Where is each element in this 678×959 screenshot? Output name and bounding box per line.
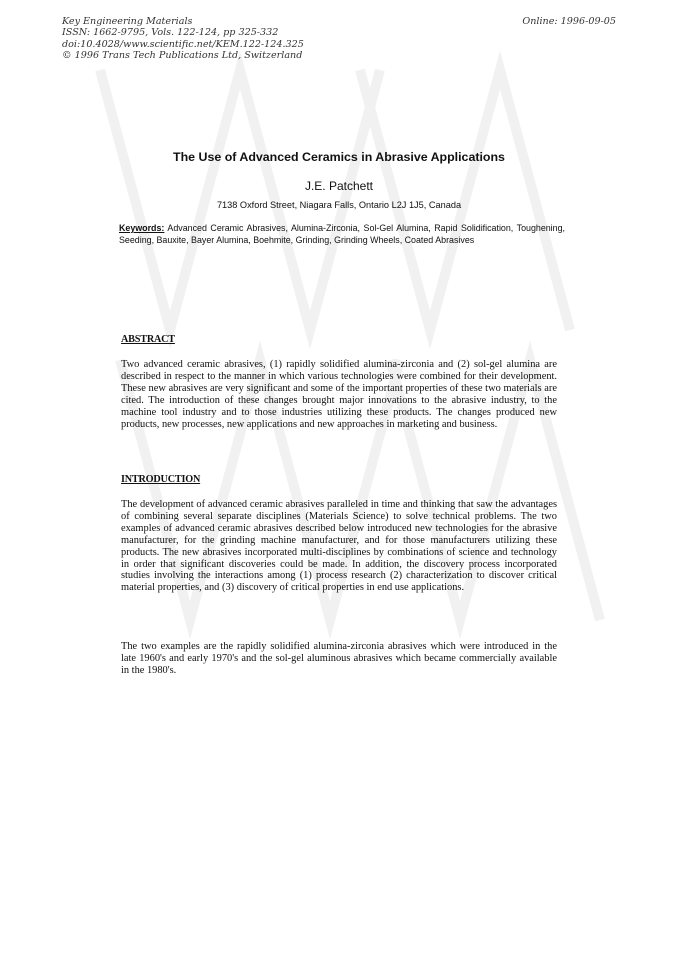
journal-header xyxy=(62,16,304,62)
copyright-line: © 1996 Trans Tech Publications Ltd, Switzerland xyxy=(62,50,303,62)
online-date: Online: 1996-09-05 xyxy=(522,16,616,27)
author-affiliation: 7138 Oxford Street, Niagara Falls, Ontario L2J 1J5, Canada xyxy=(216,200,462,210)
keywords-block xyxy=(119,223,565,247)
paper-title: The Use of Advanced Ceramics in Abrasive Applications xyxy=(173,150,505,164)
introduction-paragraph-1: The development of advanced ceramic abrasives paralleled in time and thinking that saw the advantages of combining several separate disciplines (Materials Science) to solve technical problems. The two examples of advanced ceramic abrasives described below introduced new technologies for the abrasive manufacturer, for the grinding machine manufacturer, and for those manufacturers utilizing these products. The new abrasives incorporated multi-disciplines by combinations of science and technology in order that significant discoveries could be made. In addition, the discovery process incorporated studies involving the interactions among (1) process research (2) characterization to discover critical material properties, and (3) discovery of critical properties in end use applications. xyxy=(121,499,557,594)
journal-name: Key Engineering Materials xyxy=(62,16,193,27)
abstract-heading: ABSTRACT xyxy=(121,334,175,345)
introduction-heading: INTRODUCTION xyxy=(121,474,201,485)
abstract-paragraph: Two advanced ceramic abrasives, (1) rapidly solidified alumina-zirconia and (2) sol-gel alumina are described in respect to the manner in which various technologies were combined for their development. These new abrasives are very significant and some of the important properties of these two materials are cited. The introduction of these changes brought major innovations to the abrasive industry, to the machine tool industry and to those industries utilizing these products. The changes produced new products, new processes, new applications and new approaches in marketing and business. xyxy=(121,359,557,430)
keywords-label: Keywords: xyxy=(119,223,165,233)
doi-line[interactable]: doi:10.4028/www.scientific.net/KEM.122-124.325 xyxy=(62,38,304,50)
introduction-paragraph-2: The two examples are the rapidly solidified alumina-zirconia abrasives which were introduced in the late 1960's and early 1970's and the sol-gel aluminous abrasives which became commercially available in the 1980's. xyxy=(121,641,557,676)
introduction-text-1 xyxy=(121,499,557,594)
issn-line: ISSN: 1662-9795, Vols. 122-124, pp 325-332 xyxy=(62,27,279,39)
author-name: J.E. Patchett xyxy=(304,179,374,193)
abstract-text xyxy=(121,359,557,430)
keywords-text: Advanced Ceramic Abrasives, Alumina-Zirconia, Sol-Gel Alumina, Rapid Solidification, Toughening, Seeding, Bauxite, Bayer Alumina, Boehmite, Grinding, Grinding Wheels, Coated Abrasives xyxy=(119,223,565,245)
introduction-text-2 xyxy=(121,641,557,677)
